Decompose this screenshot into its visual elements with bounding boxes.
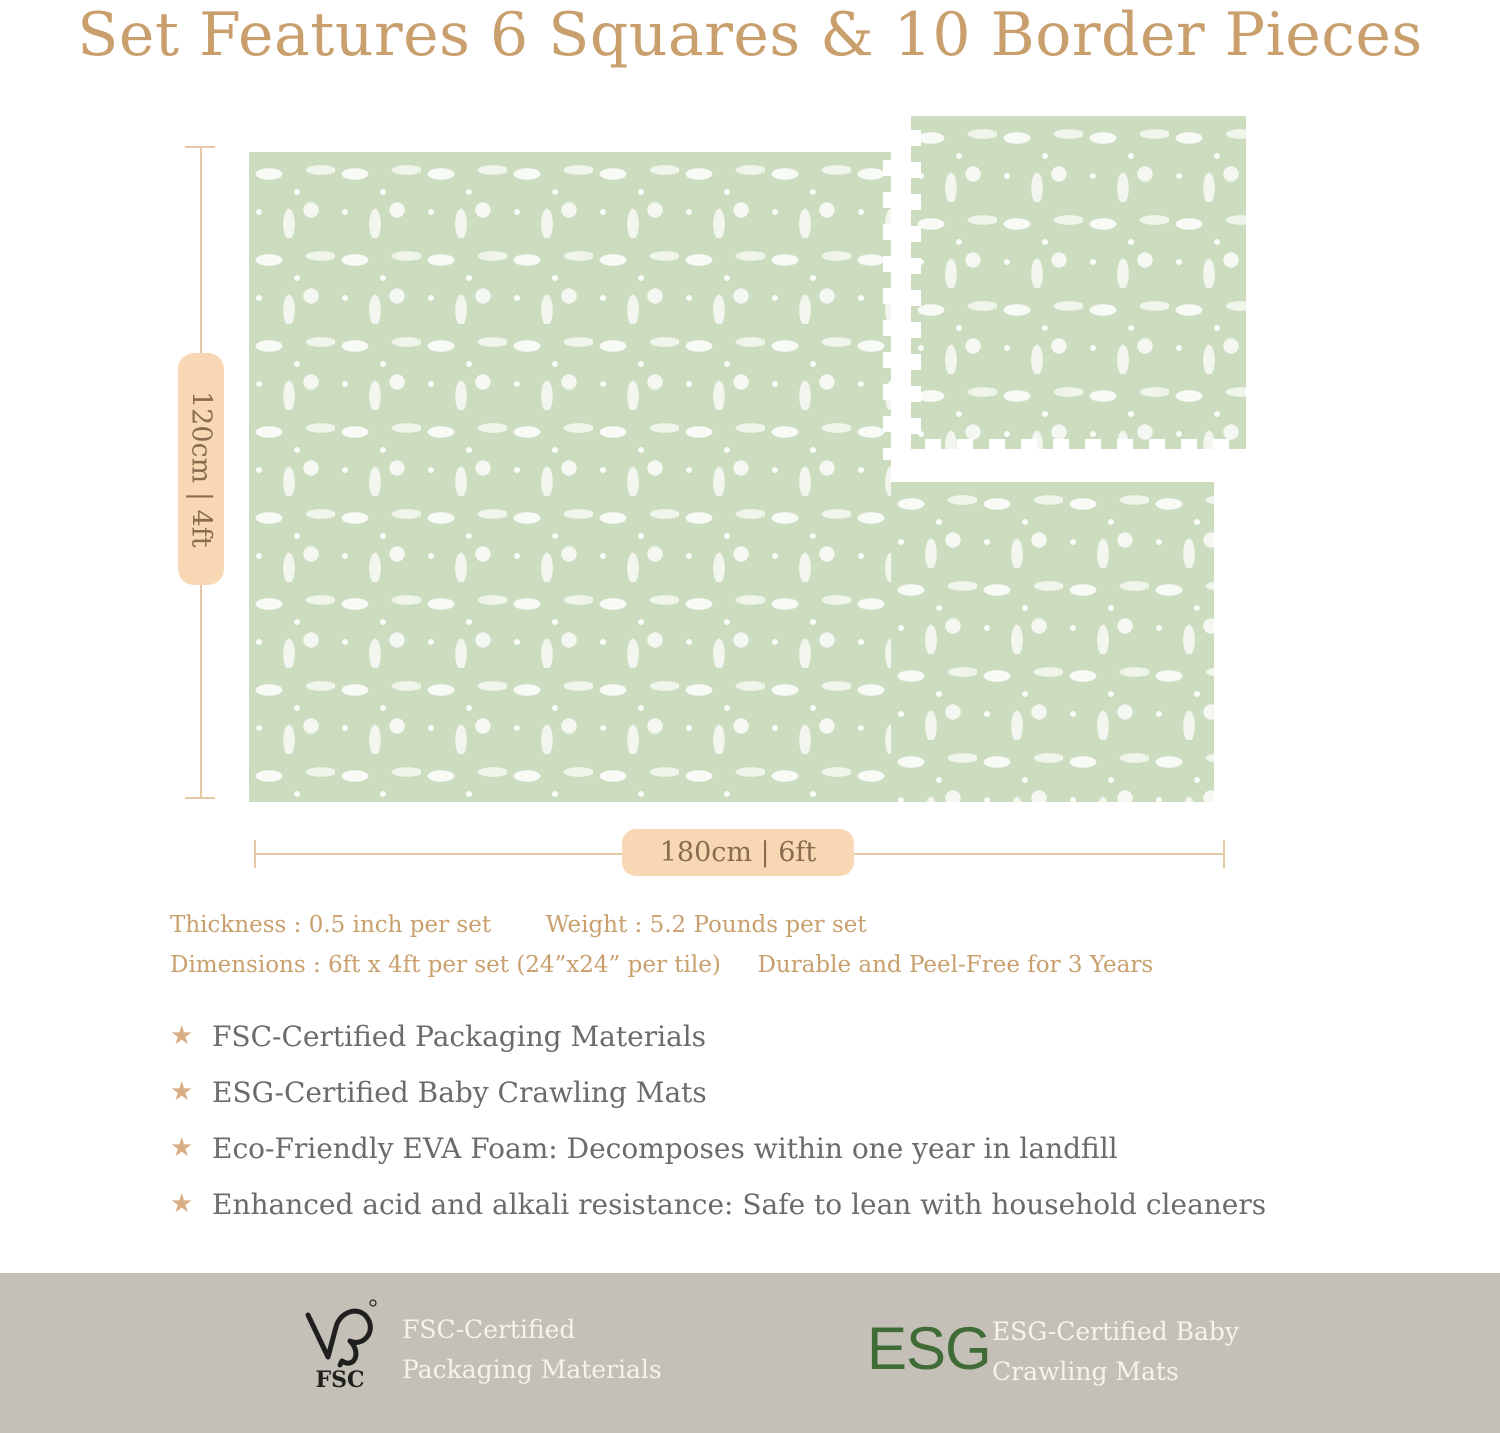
feature-list xyxy=(170,1008,1266,1232)
mat-puzzle-edge-vertical xyxy=(883,160,893,460)
fsc-caption-line2: Packaging Materials xyxy=(402,1355,662,1384)
esg-caption xyxy=(992,1312,1239,1392)
width-dimension-label: 180cm | 6ft xyxy=(622,829,854,876)
mat-puzzle-edge-horizontal xyxy=(900,470,1200,482)
mat-separate-tile xyxy=(911,116,1246,449)
esg-caption-line2: Crawling Mats xyxy=(992,1357,1179,1386)
height-dimension-label: 120cm | 4ft xyxy=(178,353,224,585)
certification-footer xyxy=(0,1273,1500,1433)
mat-left-section xyxy=(249,152,891,802)
spec-thickness: Thickness : 0.5 inch per set xyxy=(170,912,492,938)
tile-puzzle-edge-bottom xyxy=(925,439,1235,449)
feature-text: Enhanced acid and alkali resistance: Safe to lean with household cleaners xyxy=(212,1187,1267,1221)
fsc-caption-line1: FSC-Certified xyxy=(402,1315,576,1344)
esg-logo: ESG xyxy=(867,1315,991,1382)
page-title: Set Features 6 Squares & 10 Border Pieces xyxy=(77,0,1423,70)
feature-text: FSC-Certified Packaging Materials xyxy=(212,1019,707,1053)
spec-line-2 xyxy=(170,952,1153,978)
list-item xyxy=(170,1008,1266,1064)
fsc-logo-text: FSC xyxy=(315,1367,365,1392)
mat-bottom-right-section xyxy=(891,482,1214,802)
star-icon: ★ xyxy=(170,1021,194,1051)
spec-line-1 xyxy=(170,912,867,938)
star-icon: ★ xyxy=(170,1077,194,1107)
list-item xyxy=(170,1176,1266,1232)
width-dimension-right-cap xyxy=(1223,840,1225,868)
spec-dimensions: Dimensions : 6ft x 4ft per set (24”x24” per tile) xyxy=(170,952,721,978)
esg-caption-line1: ESG-Certified Baby xyxy=(992,1317,1239,1346)
spec-durability: Durable and Peel-Free for 3 Years xyxy=(757,952,1154,978)
spec-weight: Weight : 5.2 Pounds per set xyxy=(545,912,867,938)
list-item xyxy=(170,1120,1266,1176)
star-icon: ★ xyxy=(170,1133,194,1163)
list-item xyxy=(170,1064,1266,1120)
feature-text: ESG-Certified Baby Crawling Mats xyxy=(212,1075,707,1109)
star-icon: ★ xyxy=(170,1189,194,1219)
fsc-caption xyxy=(402,1310,662,1390)
tile-puzzle-edge-left xyxy=(911,130,921,440)
feature-text: Eco-Friendly EVA Foam: Decomposes within one year in landfill xyxy=(212,1131,1118,1165)
fsc-tree-logo-icon xyxy=(300,1297,380,1392)
height-dimension-bottom-cap xyxy=(185,797,215,799)
